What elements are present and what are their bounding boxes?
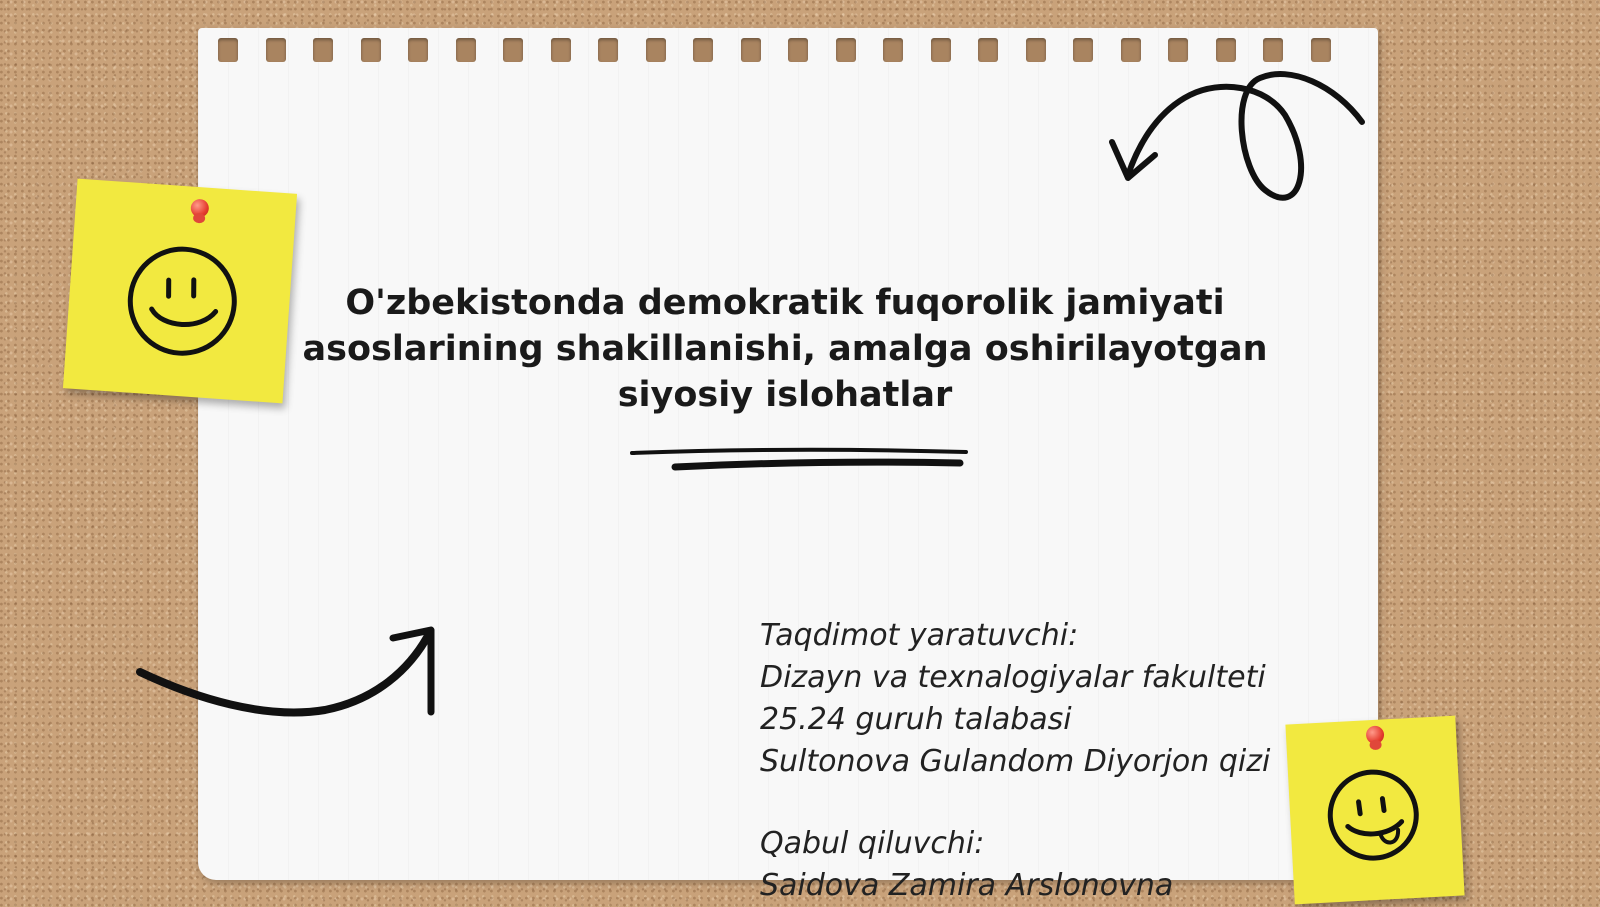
punch-hole <box>266 38 286 62</box>
sticky-note-left <box>63 179 297 404</box>
punch-hole <box>503 38 523 62</box>
punch-hole <box>218 38 238 62</box>
punch-hole <box>408 38 428 62</box>
punch-hole <box>1121 38 1141 62</box>
punch-hole <box>836 38 856 62</box>
punch-hole <box>646 38 666 62</box>
author-info <box>760 615 1320 907</box>
punch-hole <box>551 38 571 62</box>
punch-hole <box>931 38 951 62</box>
tongue-out-face-icon <box>1323 762 1428 867</box>
punch-hole <box>456 38 476 62</box>
faculty-text: Dizayn va texnalogiyalar fakulteti <box>760 660 1266 695</box>
title-line: siyosiy islohatlar <box>617 375 953 415</box>
creator-label: Taqdimot yaratuvchi: <box>760 618 1079 653</box>
punch-hole <box>1263 38 1283 62</box>
push-pin-icon <box>190 199 209 218</box>
punch-hole <box>1168 38 1188 62</box>
title-line: O'zbekistonda demokratik fuqorolik jamiyati <box>345 283 1225 323</box>
punch-hole <box>978 38 998 62</box>
punch-hole <box>598 38 618 62</box>
double-underline-icon <box>630 445 970 480</box>
punch-hole <box>1026 38 1046 62</box>
punch-hole <box>693 38 713 62</box>
punch-hole <box>361 38 381 62</box>
loop-arrow-icon <box>1100 60 1380 220</box>
punch-hole <box>788 38 808 62</box>
receiver-name: Saidova Zamira Arslonovna <box>760 868 1174 903</box>
punch-hole <box>741 38 761 62</box>
slide-title <box>300 280 1270 418</box>
punch-hole <box>1073 38 1093 62</box>
punch-hole <box>1216 38 1236 62</box>
punch-hole <box>1311 38 1331 62</box>
receiver-label: Qabul qiluvchi: <box>760 826 985 861</box>
student-name: Sultonova Gulandom Diyorjon qizi <box>760 744 1271 779</box>
punch-hole <box>883 38 903 62</box>
curved-arrow-icon <box>135 620 445 730</box>
smiley-face-icon <box>120 237 248 365</box>
group-text: 25.24 guruh talabasi <box>760 702 1072 737</box>
punch-hole <box>313 38 333 62</box>
push-pin-icon <box>1366 725 1385 744</box>
title-line: asoslarining shakillanishi, amalga oshirilayotgan <box>302 329 1268 369</box>
